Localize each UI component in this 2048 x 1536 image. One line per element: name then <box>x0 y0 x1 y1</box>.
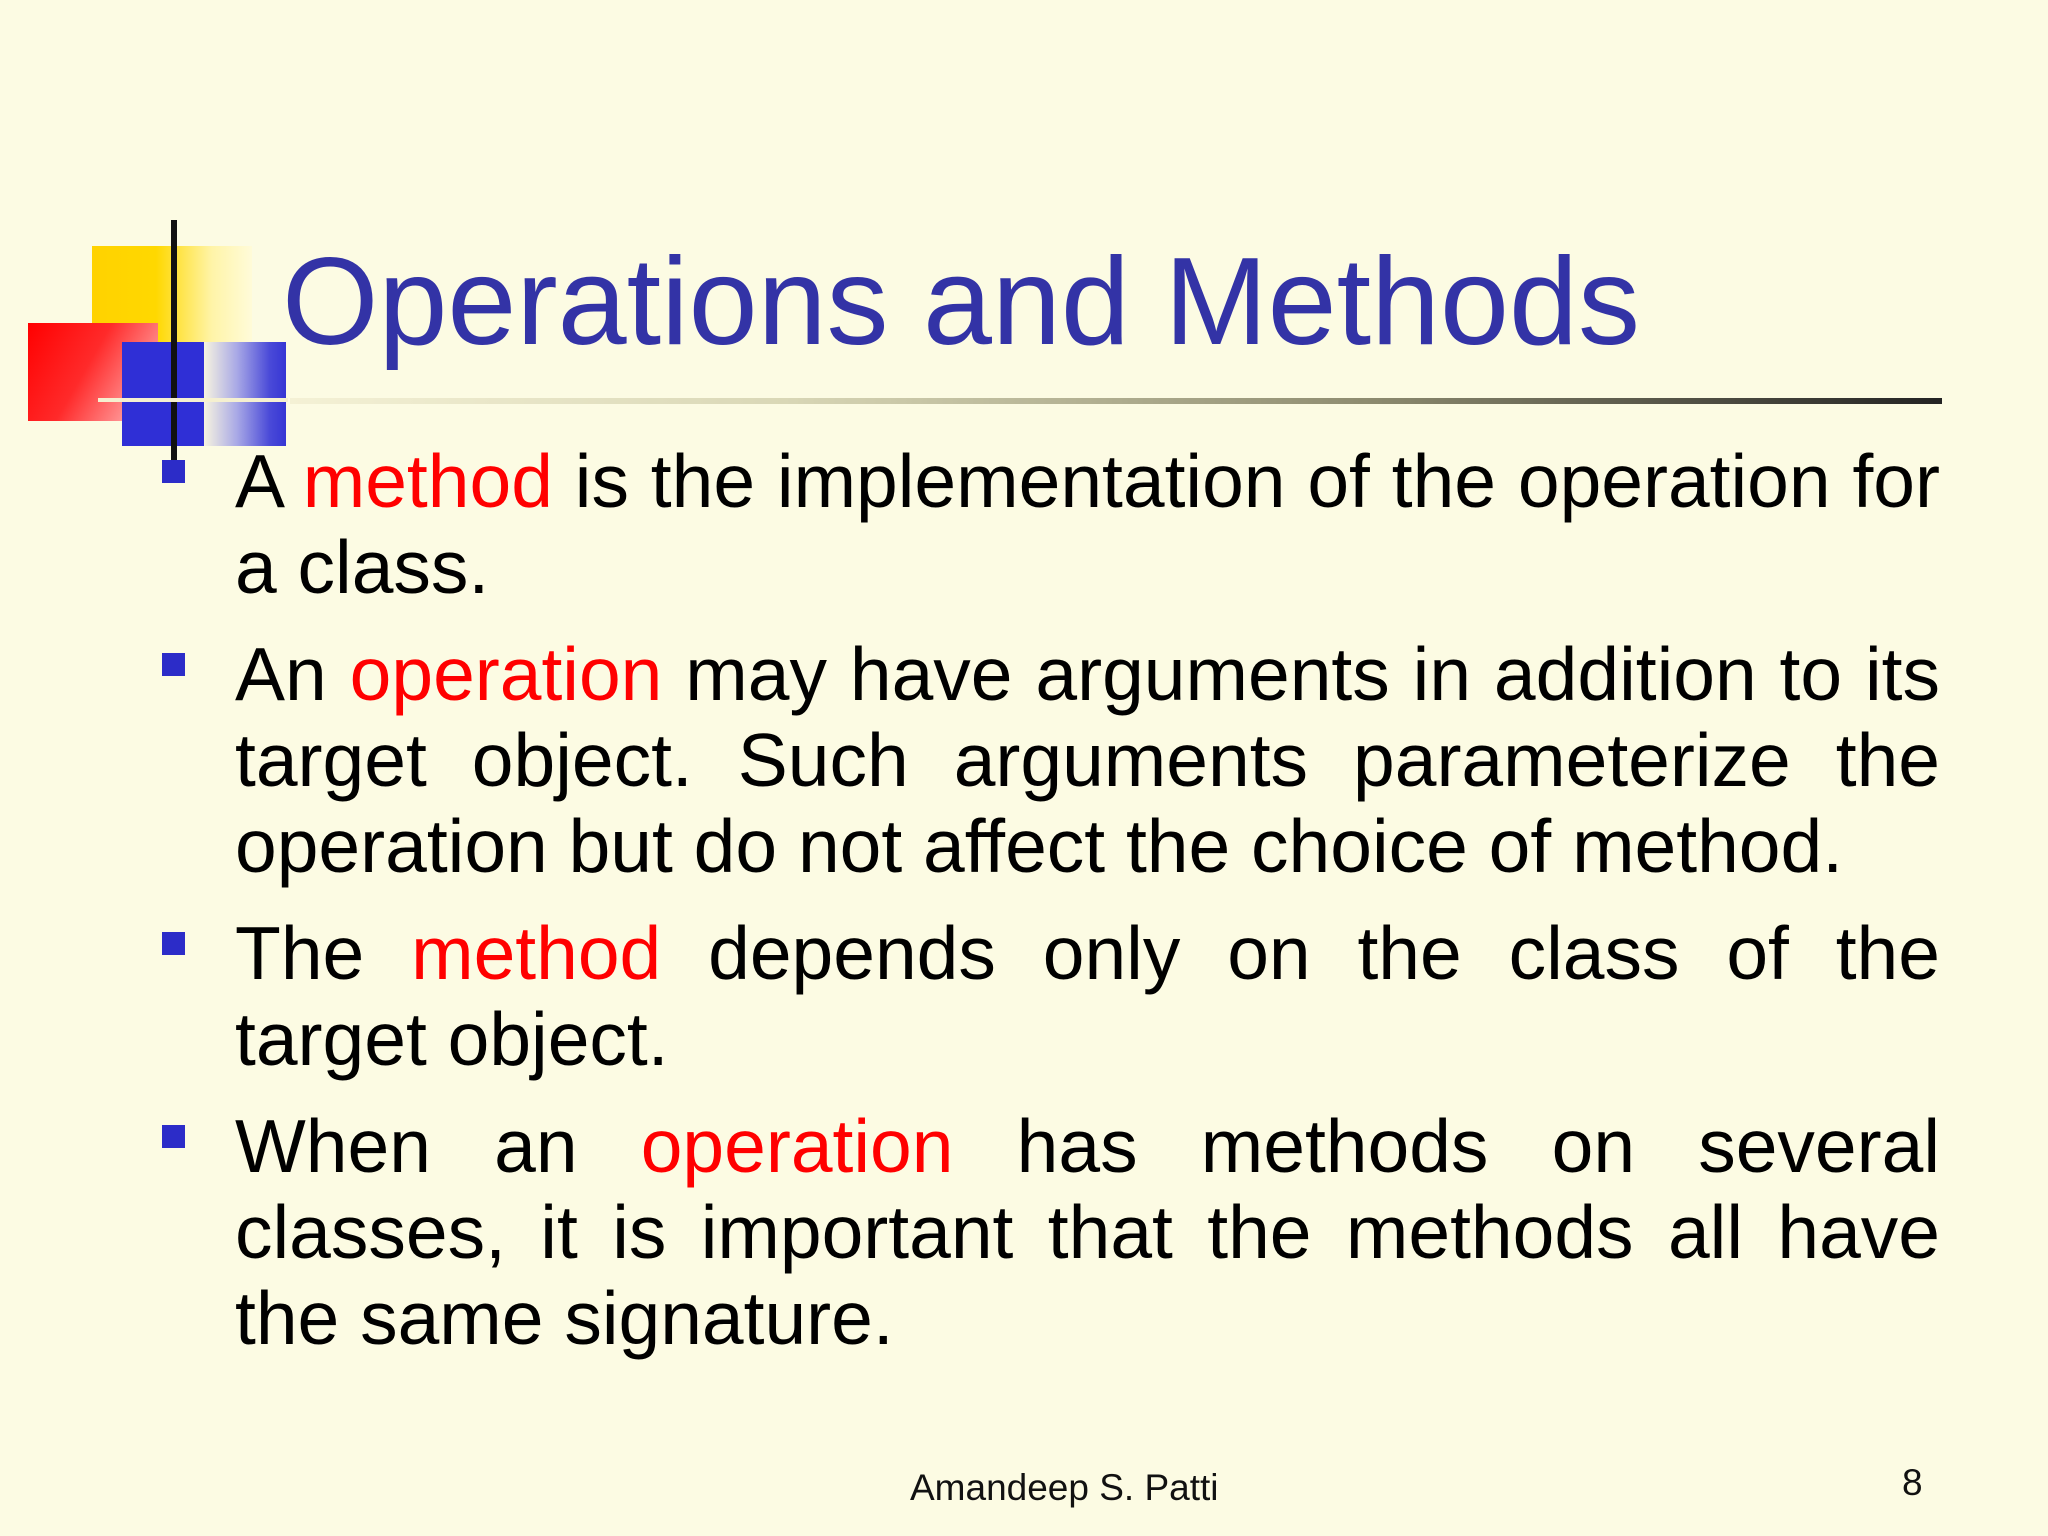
bullet-text-before: A <box>235 439 303 523</box>
bullet-text-before: The <box>235 911 412 995</box>
highlighted-term: operation <box>640 1104 954 1188</box>
highlighted-term: operation <box>349 632 663 716</box>
square-bullet-icon <box>162 460 185 483</box>
footer-author: Amandeep S. Patti <box>910 1467 1219 1508</box>
bullet-text-after: has methods on several classes, it is important that the methods all have the same signature. <box>235 1104 1940 1360</box>
highlighted-term: method <box>411 911 662 995</box>
bullet-text-after: is the implementation of the operation for a class. <box>235 439 1940 609</box>
title-underline <box>290 398 1942 404</box>
bullet-text-before: An <box>235 632 350 716</box>
horizontal-line-shape <box>98 398 288 402</box>
bullet-item <box>160 631 1940 889</box>
blue-square-shape <box>122 342 204 446</box>
bullet-text-after: may have arguments in addition to its target object. Such arguments parameterize the operation but do not affect the choice of method. <box>235 632 1940 888</box>
square-bullet-icon <box>162 1125 185 1148</box>
bullet-item <box>160 1103 1940 1361</box>
bullet-item <box>160 910 1940 1082</box>
slide-title: Operations and Methods <box>282 233 1640 371</box>
bullet-text-before: When an <box>235 1104 641 1188</box>
highlighted-term: method <box>302 439 553 523</box>
vertical-line-shape <box>171 220 177 460</box>
bullet-text-after: depends only on the class of the target object. <box>235 911 1940 1081</box>
bullet-list <box>160 438 1940 1382</box>
blue-gradient-square-shape <box>204 342 286 446</box>
square-bullet-icon <box>162 932 185 955</box>
bullet-item <box>160 438 1940 610</box>
page-number: 8 <box>1902 1462 1923 1503</box>
square-bullet-icon <box>162 653 185 676</box>
